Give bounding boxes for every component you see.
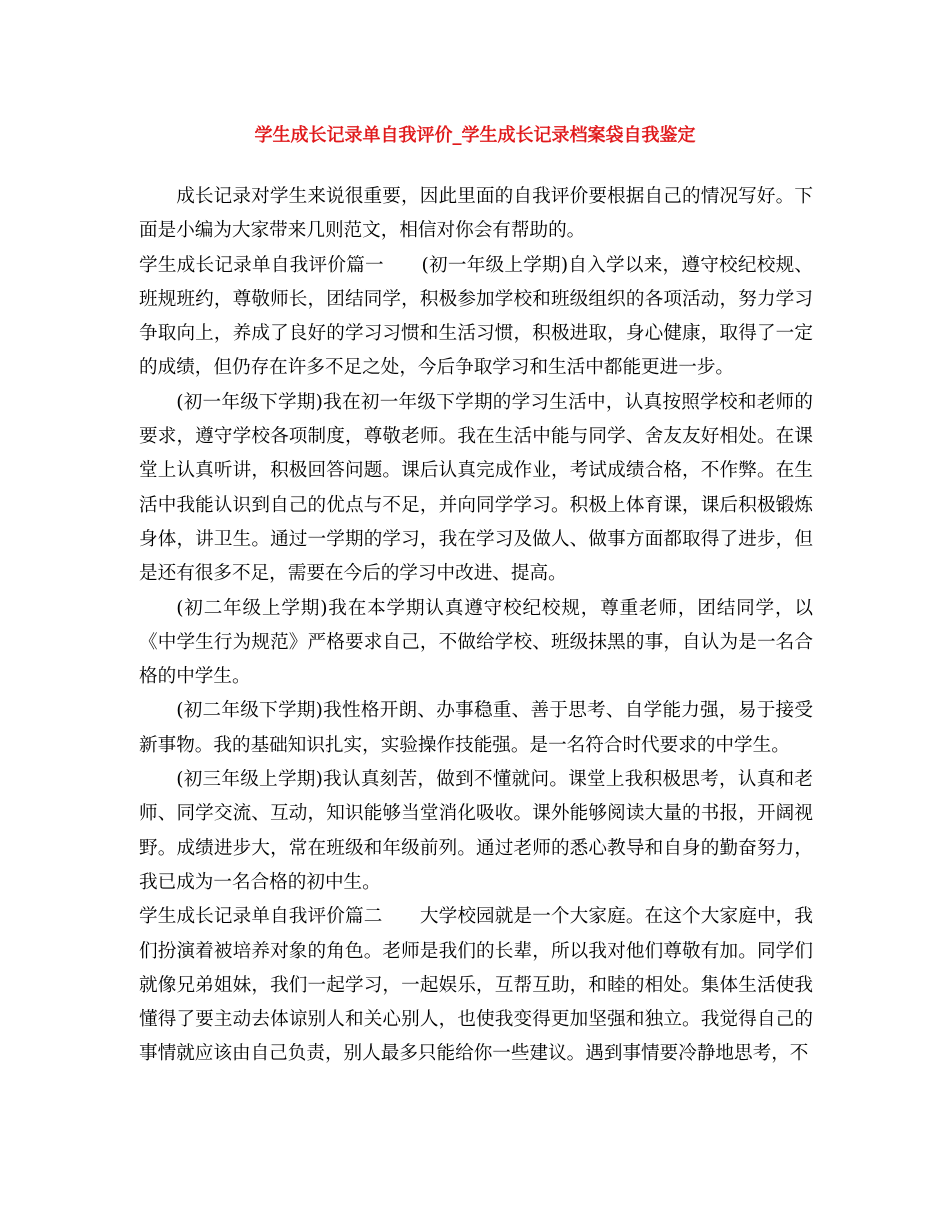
document-title: 学生成长记录单自我评价_学生成长记录档案袋自我鉴定 — [254, 125, 696, 146]
paragraph-essay-two-start: 学生成长记录单自我评价篇二 大学校园就是一个大家庭。在这个大家庭中，我们扮演着被培养对象的角色。老师是我们的长辈，所以我对他们尊敬有加。同学们就像兄弟姐妹，我们一起学习，一起娱乐，互帮互助，和睦的相处。集体生活使我懂得了要主动去体谅别人和关心别人，也使我变得更加坚强和独立。我觉得自己的事情就应该由自己负责，别人最多只能给你一些建议。遇到事情要冷静地思考，不 — [139, 906, 813, 1065]
paragraph-essay-one-start: 学生成长记录单自我评价篇一 (初一年级上学期)自入学以来，遵守校纪校规、班规班约，尊敬师长，团结同学，积极参加学校和班级组织的各项活动，努力学习争取向上，养成了良好的学习习惯和生活习惯，积极进取，身心健康，取得了一定的成绩，但仍存在许多不足之处，今后争取学习和生活中都能更进一步。 — [139, 254, 813, 379]
paragraph-grade8-second-term: (初二年级下学期)我性格开朗、办事稳重、善于思考、自学能力强，易于接受新事物。我的基础知识扎实，实验操作技能强。是一名符合时代要求的中学生。 — [139, 700, 813, 756]
paragraph-grade9-first-term: (初三年级上学期)我认真刻苦，做到不懂就问。课堂上我积极思考，认真和老师、同学交流、互动，知识能够当堂消化吸收。课外能够阅读大量的书报，开阔视野。成绩进步大，常在班级和年级前列。通过老师的悉心教导和自身的勤奋努力，我已成为一名合格的初中生。 — [139, 769, 813, 893]
paragraph-grade7-second-term: (初一年级下学期)我在初一年级下学期的学习生活中，认真按照学校和老师的要求，遵守学校各项制度，尊敬老师。我在生活中能与同学、舍友友好相处。在课堂上认真听讲，积极回答问题。课后认真完成作业，考试成绩合格，不作弊。在生活中我能认识到自己的优点与不足，并向同学学习。积极上体育课，课后积极锻炼身体，讲卫生。通过一学期的学习，我在学习及做人、做事方面都取得了进步，但是还有很多不足，需要在今后的学习中改进、提高。 — [139, 391, 813, 585]
document-body — [139, 180, 813, 1072]
paragraph-grade8-first-term: (初二年级上学期)我在本学期认真遵守校纪校规，尊重老师，团结同学，以《中学生行为规范》严格要求自己，不做给学校、班级抹黑的事，自认为是一名合格的中学生。 — [139, 597, 813, 688]
paragraph-intro: 成长记录对学生来说很重要，因此里面的自我评价要根据自己的情况写好。下面是小编为大家带来几则范文，相信对你会有帮助的。 — [139, 186, 813, 242]
